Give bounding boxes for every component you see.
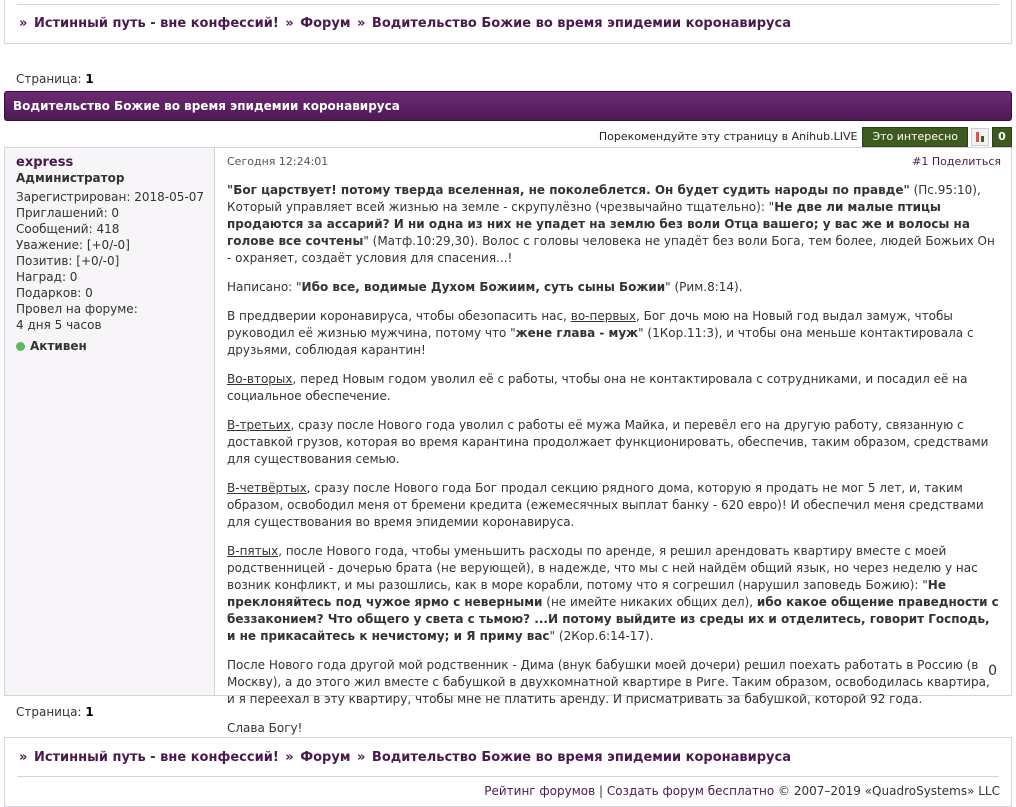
author-stat-time-label: Провел на форуме: [16, 302, 138, 316]
recommend-count: 0 [992, 127, 1012, 147]
post-paragraph [227, 279, 999, 296]
pager-label: Страница: [16, 72, 82, 86]
author-stat-positive: Позитив: [+0/-0] [16, 254, 120, 268]
footer [484, 784, 1000, 798]
quote-bold: ибо какое общение праведности с беззаконием? Что общего у света с тьмою? ...И потому выйдите из среды их и отделитесь, говорит Господь, и не прикасайтесь к нечистому; и Я приму вас [227, 595, 999, 643]
pager-label: Страница: [16, 705, 82, 719]
text-span: Написано: " [227, 280, 302, 294]
create-forum-link[interactable]: Создать форум бесплатно [606, 784, 775, 798]
quote-bold: жене глава - муж [515, 326, 639, 340]
pager-current-page[interactable]: 1 [85, 72, 94, 86]
forum-rating-link[interactable]: Рейтинг форумов [484, 784, 596, 798]
author-stat-gifts: Подарков: 0 [16, 286, 93, 300]
breadcrumb-separator: » [356, 750, 366, 765]
text-span: , сразу после Нового года уволил с работы её мужа Майка, и перевёл его на другую работу, связанную с доставкой грузов, которая во время карантина продолжает функционировать, обеспечив, таким образом, средствами для существования семью. [227, 418, 989, 466]
author-stat-invites: Приглашений: 0 [16, 206, 120, 220]
post-paragraph [227, 480, 999, 531]
quote-bold: Не преклоняйтесь под чужое ярмо с неверными [227, 578, 946, 609]
underlined-text: во-первых [570, 309, 636, 323]
post-paragraph [227, 417, 999, 468]
text-span: " (2Кор.6:14-17). [549, 629, 654, 643]
post-paragraph [227, 182, 999, 267]
breadcrumb-site-link[interactable]: Истинный путь - вне конфессий! [33, 16, 279, 31]
text-span: В преддверии коронавируса, чтобы обезопасить нас, [227, 309, 571, 323]
breadcrumb-site-link[interactable]: Истинный путь - вне конфессий! [33, 750, 279, 765]
breadcrumb-topic: Водительство Божие во время эпидемии коронавируса [371, 750, 791, 765]
author-name-link[interactable]: express [16, 155, 74, 170]
breadcrumb-topic: Водительство Божие во время эпидемии коронавируса [371, 16, 791, 31]
post-paragraph: После Нового года другой мой родственник - Дима (внук бабушки моей дочери) решил поехать работать в Россию (в Москву), а до этого жил вместе с бабушкой в двухкомнатной квартире в Риге. Таким образом, освободилась квартира, и я переехал в эту квартиру, чтобы мне не платить аренду. И присматривать за бабушкой, которой 92 года. [227, 658, 990, 706]
post-paragraph [227, 308, 999, 359]
anihub-logo-icon[interactable] [971, 128, 989, 146]
breadcrumb-separator: » [19, 750, 28, 765]
author-stat-time-value: 4 дня 5 часов [16, 318, 102, 332]
pager-top [16, 72, 94, 86]
post-meta [227, 155, 1001, 168]
breadcrumb [17, 16, 791, 31]
text-span: " (1Кор.11:3), и чтобы она меньше контактировала с друзьями, соблюдая карантин! [227, 326, 974, 357]
post-paragraph: Слава Богу! [227, 721, 303, 735]
underlined-text: Во-вторых [227, 372, 293, 386]
post-like-count[interactable]: 0 [988, 663, 997, 679]
divider [17, 4, 999, 5]
breadcrumb-forum-link[interactable]: Форум [300, 750, 351, 765]
post-paragraph [227, 543, 999, 645]
text-span: , перед Новым годом уволил её с работы, чтобы она не контактировала с сотрудниками, и посадил её на социальное обеспечение. [227, 372, 968, 403]
post-time: Сегодня 12:24:01 [227, 155, 329, 168]
online-dot-icon [16, 342, 25, 351]
text-span: , сразу после Нового года Бог продал секцию рядного дома, которую я продать не мог 5 лет, и, таким образом, освободил меня от бремени кредита (ежемесячных выплат банку - 620 евро)! И обеспечил меня средствами для существования во время эпидемии коронавируса. [227, 481, 984, 529]
breadcrumb [17, 750, 791, 765]
breadcrumb-separator: » [285, 750, 294, 765]
author-stat-respect: Уважение: [+0/-0] [16, 238, 130, 252]
post-number-link[interactable]: #1 [912, 155, 929, 168]
pager-current-page[interactable]: 1 [85, 705, 94, 719]
post-body [227, 148, 1001, 749]
text-span: " (Рим.8:14). [665, 280, 743, 294]
footer-separator: | [599, 784, 604, 798]
author-stat-awards: Наград: 0 [16, 270, 78, 284]
recommend-button[interactable]: Это интересно [862, 127, 968, 147]
divider [17, 776, 999, 777]
top-breadcrumb-box [4, 0, 1012, 44]
underlined-text: В-третьих [227, 418, 291, 432]
pager-bottom [16, 705, 94, 719]
topic-title-bar: Водительство Божие во время эпидемии коронавируса [4, 91, 1012, 121]
text-span: , Бог дочь мою на Новый год выдал замуж, чтобы руководил её жизнью мужчина, потому что " [227, 309, 953, 340]
post-paragraph [227, 371, 999, 405]
quote-bold: "Бог царствует! потому тверда вселенная, не поколеблется. Он будет судить народы по правде" [227, 183, 910, 197]
breadcrumb-separator: » [285, 16, 294, 31]
quote-bold: Ибо все, водимые Духом Божиим, суть сыны Божии [301, 280, 666, 294]
post-text [227, 182, 1001, 737]
author-role: Администратор [16, 171, 125, 185]
text-span: (Пс.95:10), Который управляет всей жизнью на земле - скрупулёзно (чрезвычайно тщательно): " [227, 183, 981, 214]
recommend-text: Порекомендуйте эту страницу в Anihub.LIVE [598, 130, 858, 143]
author-stat-posts: Сообщений: 418 [16, 222, 120, 236]
underlined-text: В-четвёртых [227, 481, 307, 495]
text-span: (не имейте никаких общих дел), [542, 595, 757, 609]
breadcrumb-separator: » [19, 16, 28, 31]
author-status-label: Активен [30, 339, 87, 353]
post-author-panel [5, 148, 215, 695]
share-link[interactable]: Поделиться [931, 155, 1001, 168]
underlined-text: В-пятых [227, 544, 279, 558]
author-stat-registered: Зарегистрирован: 2018-05-07 [16, 190, 204, 204]
text-span: , после Нового года, чтобы уменьшить расходы по аренде, я решил арендовать квартиру вместе с моей родственницей - дочерью брата (не верующей), в надежде, что мы с ней найдём общий язык, но через неделю у нас возник конфликт, и мы разошлись, как в море корабли, потому что я согрешил (нарушил заповедь Божию): " [227, 544, 978, 592]
recommend-bar [599, 127, 1012, 146]
author-status [16, 339, 214, 353]
text-span: " (Матф.10:29,30). Волос с головы человека не упадёт без воли Бога, тем более, людей Божьих Он - охраняет, создаёт условия для спасения...! [227, 234, 995, 265]
breadcrumb-separator: » [356, 16, 366, 31]
quote-bold: Не две ли малые птицы продаются за ассарий? И ни одна из них не упадет на землю без воли Отца вашего; у вас же и волосы на голове все сочтены [227, 200, 970, 248]
copyright: © 2007–2019 «QuadroSystems» LLC [778, 784, 1000, 798]
breadcrumb-forum-link[interactable]: Форум [300, 16, 351, 31]
